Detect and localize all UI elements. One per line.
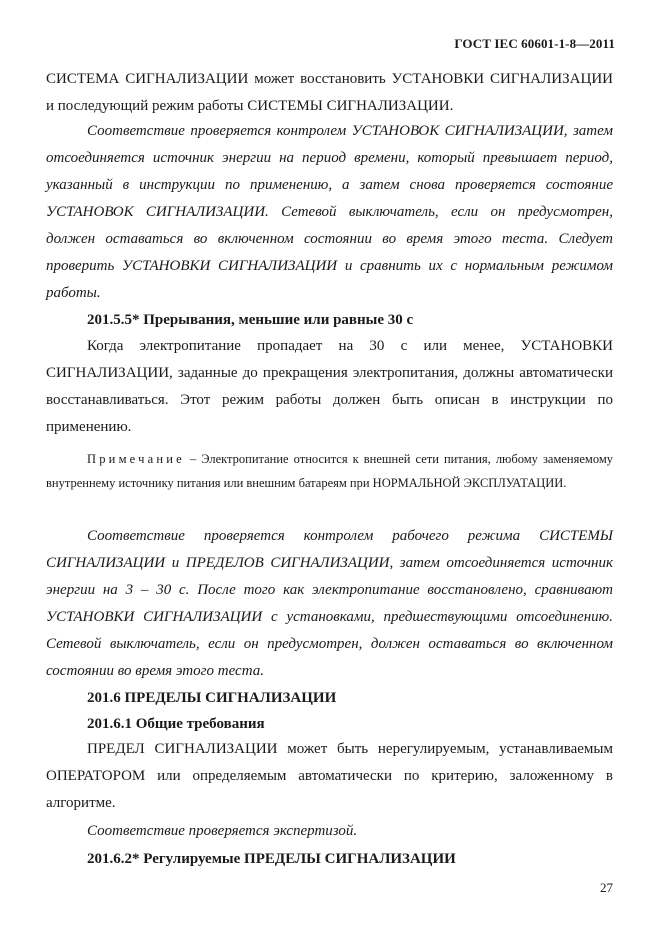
section-heading-201-6: 201.6 ПРЕДЕЛЫ СИГНАЛИЗАЦИИ bbox=[87, 690, 337, 706]
paragraph-compliance-check-2: Соответствие проверяется контролем рабочего режима СИСТЕМЫ СИГНАЛИЗАЦИИ и ПРЕДЕЛОВ СИГНАЛИЗАЦИИ, затем отсоединяется источник энергии на 3 – 30 с. После того как электропитание восстановлено, сравнивают УСТАНОВКИ СИГНАЛИЗАЦИИ с установками, предшествующими отсоединению. Сетевой выключатель, если он предусмотрен, должен оставаться во включенном состоянии во время этого теста. bbox=[46, 528, 613, 679]
note-text: – Электропитание относится к внешней сети питания, любому заменяемому внутреннему источнику питания или внешним батареям при НОРМАЛЬНОЙ ЭКСПЛУАТАЦИИ. bbox=[46, 452, 613, 490]
note-label: Примечание bbox=[87, 452, 185, 466]
note-paragraph bbox=[46, 447, 613, 495]
document-code-header: ГОСТ IEC 60601-1-8—2011 bbox=[454, 36, 615, 51]
paragraph-compliance-expertise: Соответствие проверяется экспертизой. bbox=[87, 823, 358, 839]
paragraph-alarm-limit-general: ПРЕДЕЛ СИГНАЛИЗАЦИИ может быть нерегулируемым, устанавливаемым ОПЕРАТОРОМ или определяемым автоматически по критерию, заложенному в алгоритме. bbox=[46, 741, 613, 811]
page-number: 27 bbox=[600, 880, 613, 895]
section-heading-201-5-5: 201.5.5* Прерывания, меньшие или равные 30 с bbox=[87, 312, 414, 328]
section-heading-201-6-2: 201.6.2* Регулируемые ПРЕДЕЛЫ СИГНАЛИЗАЦИИ bbox=[87, 851, 456, 867]
paragraph-power-interruption: Когда электропитание пропадает на 30 с или менее, УСТАНОВКИ СИГНАЛИЗАЦИИ, заданные до прекращения электропитания, должны автоматически восстанавливаться. Этот режим работы должен быть описан в инструкции по применению. bbox=[46, 338, 613, 435]
paragraph-restore-settings: СИСТЕМА СИГНАЛИЗАЦИИ может восстановить УСТАНОВКИ СИГНАЛИЗАЦИИ и последующий режим работы СИСТЕМЫ СИГНАЛИЗАЦИИ. bbox=[46, 71, 613, 114]
paragraph-compliance-check-1: Соответствие проверяется контролем УСТАНОВОК СИГНАЛИЗАЦИИ, затем отсоединяется источник энергии на период времени, который превышает период, указанный в инструкции по применению, а затем снова проверяется состояние УСТАНОВОК СИГНАЛИЗАЦИИ. Сетевой выключатель, если он предусмотрен, должен оставаться во включенном состоянии во время этого теста. Следует проверить УСТАНОВКИ СИГНАЛИЗАЦИИ и сравнить их с нормальным режимом работы. bbox=[46, 123, 613, 301]
section-heading-201-6-1: 201.6.1 Общие требования bbox=[87, 716, 265, 732]
